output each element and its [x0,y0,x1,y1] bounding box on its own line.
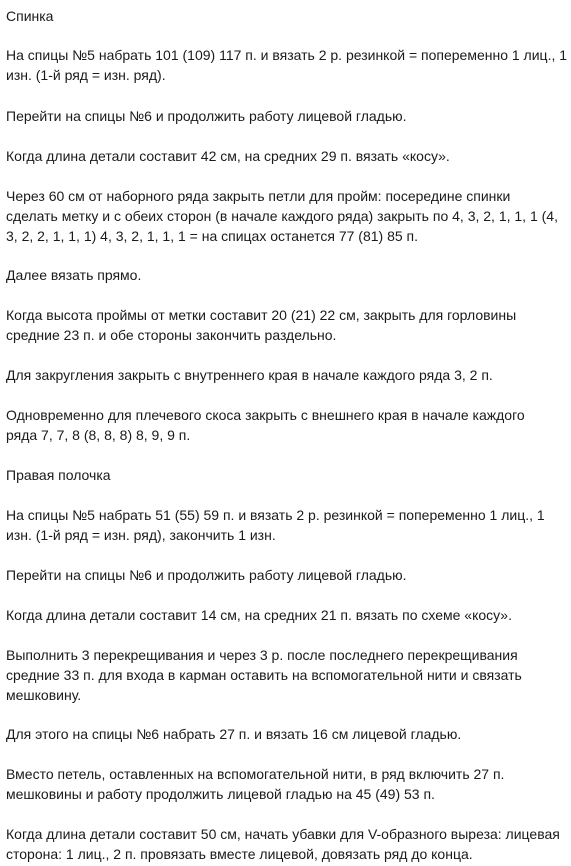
text-line: Когда длина детали составит 14 см, на средних 21 п. вязать по схеме «косу». [6,607,512,623]
paragraph [6,265,141,285]
text-line: Перейти на спицы №6 и продолжить работу лицевой гладью. [6,567,407,583]
paragraph [6,146,450,166]
heading-back [6,6,53,26]
paragraph [6,605,512,625]
paragraph [6,824,560,864]
text-line: изн. (1-й ряд = изн. ряд), закончить 1 изн. [6,527,276,543]
text-line: Через 60 см от наборного ряда закрыть петли для пройм: посередине спинки [6,188,511,204]
text-line: сделать метку и с обеих сторон (в начале каждого ряда) закрыть по 4, 3, 2, 1, 1, 1 (4, [6,208,558,224]
paragraph [6,405,525,445]
text-line: Когда длина детали составит 50 см, начать убавки для V-образного выреза: лицевая [6,826,560,842]
text-line: Когда длина детали составит 42 см, на средних 29 п. вязать «косу». [6,148,450,164]
paragraph [6,565,407,585]
heading-right-front [6,465,111,485]
text-line: 3, 2, 2, 1, 1, 1) 4, 3, 2, 1, 1, 1 = на спицах останется 77 (81) 85 п. [6,228,419,244]
paragraph [6,365,493,385]
text-line: Далее вязать прямо. [6,267,142,283]
text-line: На спицы №5 набрать 101 (109) 117 п. и вязать 2 р. резинкой = попеременно 1 лиц., 1 [6,47,568,63]
text-line: На спицы №5 набрать 51 (55) 59 п. и вязать 2 р. резинкой = попеременно 1 лиц., 1 [6,507,545,523]
text-line: сторона: 1 лиц., 2 п. провязать вместе лицевой, довязать ряд до конца. [6,846,473,862]
paragraph [6,724,461,744]
text-line: Правая полочка [6,467,111,483]
text-line: Одновременно для плечевого скоса закрыть с внешнего края в начале каждого [6,407,525,423]
paragraph [6,45,567,85]
text-line: средние 33 п. для входа в карман оставить на вспомогательной нити и связать [6,667,522,683]
text-line: Когда высота проймы от метки составит 20 (21) 22 см, закрыть для горловины [6,307,517,323]
text-line: Для этого на спицы №6 набрать 27 п. и вязать 16 см лицевой гладью. [6,726,462,742]
paragraph [6,106,407,126]
text-line: Спинка [6,8,54,24]
text-line: мешковины и работу продолжить лицевой гладью на 45 (49) 53 п. [6,786,435,802]
text-line: изн. (1-й ряд = изн. ряд). [6,67,166,83]
paragraph [6,186,558,246]
paragraph [6,764,504,804]
paragraph [6,505,545,545]
text-line: мешковину. [6,687,82,703]
text-line: ряда 7, 7, 8 (8, 8, 8) 8, 9, 9 п. [6,427,191,443]
paragraph [6,645,522,705]
text-line: Для закругления закрыть с внутреннего края в начале каждого ряда 3, 2 п. [6,367,493,383]
paragraph [6,305,516,345]
text-line: Выполнить 3 перекрещивания и через 3 р. после последнего перекрещивания [6,647,518,663]
text-line: Вместо петель, оставленных на вспомогательной нити, в ряд включить 27 п. [6,766,505,782]
text-line: Перейти на спицы №6 и продолжить работу лицевой гладью. [6,108,407,124]
text-line: средние 23 п. и обе стороны закончить раздельно. [6,327,337,343]
